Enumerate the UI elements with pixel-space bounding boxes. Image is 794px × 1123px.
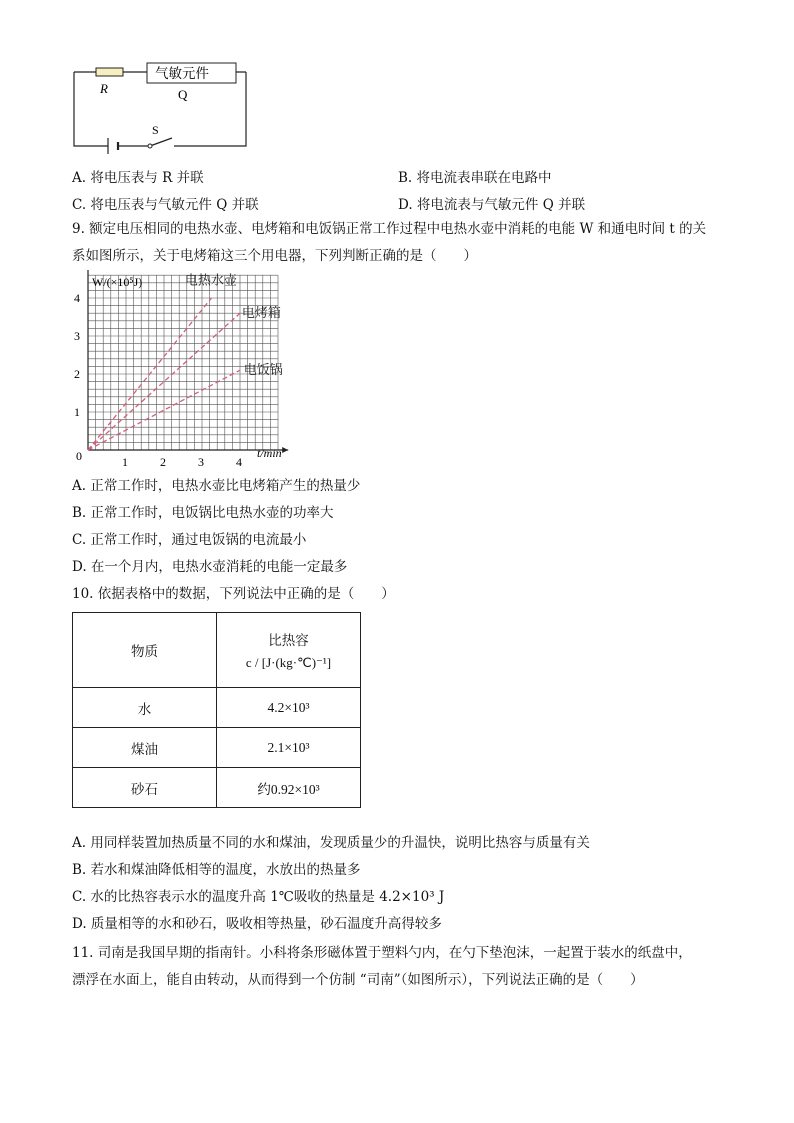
q9-option-c: C. 正常工作时，通过电饭锅的电流最小 xyxy=(72,532,307,548)
q10-option-a: A. 用同样装置加热质量不同的水和煤油，发现质量少的升温快，说明比热容与质量有关 xyxy=(72,835,590,851)
switch-label: S xyxy=(152,123,159,137)
q11-stem-line2: 漂浮在水面上，能自由转动，从而得到一个仿制 “司南”（如图所示），下列说法正确的是（ ） xyxy=(72,972,644,988)
table-row xyxy=(73,688,361,728)
energy-time-chart xyxy=(68,270,298,470)
gas-sensor-label: 气敏元件 xyxy=(155,66,209,82)
table-cell-value: 2.1×10³ xyxy=(217,728,361,768)
switch-contact xyxy=(148,144,152,148)
q10-option-d: D. 质量相等的水和砂石，吸收相等热量，砂石温度升高得较多 xyxy=(72,916,442,932)
series-label: 电饭锅 xyxy=(243,363,283,378)
q10-option-c: C. 水的比热容表示水的温度升高 1℃吸收的热量是 4.2×10³ J xyxy=(72,889,445,905)
chart-series xyxy=(88,273,283,450)
y-tick-label: 1 xyxy=(74,405,80,419)
table-header-row xyxy=(73,613,361,688)
table-cell-value: 约0.92×10³ xyxy=(217,768,361,808)
x-tick-label: 3 xyxy=(198,455,204,469)
resistor-label: R xyxy=(100,81,108,96)
chart-y-axis-label: W/(×10⁵J) xyxy=(92,275,143,289)
table-row xyxy=(73,728,361,768)
q9-option-d: D. 在一个月内，电热水壶消耗的电能一定最多 xyxy=(72,559,348,575)
q8-option-a: A. 将电压表与 R 并联 xyxy=(72,170,204,186)
series-label: 电热水壶 xyxy=(184,273,237,289)
table-cell-substance: 煤油 xyxy=(73,728,217,768)
q9-stem-line2: 系如图所示，关于电烤箱这三个用电器，下列判断正确的是（ ） xyxy=(72,248,477,264)
resistor xyxy=(96,68,123,76)
circuit-diagram xyxy=(60,58,260,162)
y-tick-label: 4 xyxy=(74,291,80,305)
chart-origin-label: 0 xyxy=(76,449,82,463)
x-tick-label: 4 xyxy=(236,455,242,469)
x-tick-label: 2 xyxy=(160,455,166,469)
series-label: 电烤箱 xyxy=(241,306,281,321)
chart-x-axis-label: t/min xyxy=(257,446,282,460)
q11-stem-line1: 11. 司南是我国早期的指南针。小科将条形磁体置于塑料勺内，在勺下垫泡沫，一起置于装水的纸盘中， xyxy=(72,945,692,961)
table-header-specific-heat-unit: c / [J·(kg·℃)⁻¹] xyxy=(245,655,332,670)
specific-heat-table xyxy=(72,612,361,808)
table-cell-substance: 砂石 xyxy=(73,768,217,808)
q9-option-a: A. 正常工作时，电热水壶比电烤箱产生的热量少 xyxy=(72,478,361,494)
q10-option-b: B. 若水和煤油降低相等的温度，水放出的热量多 xyxy=(72,862,361,878)
table-header-specific-heat-title: 比热容 xyxy=(268,633,309,649)
x-axis-arrow xyxy=(282,447,288,453)
x-tick-label: 1 xyxy=(122,455,128,469)
q9-stem-line1: 9. 额定电压相同的电热水壶、电烤箱和电饭锅正常工作过程中电热水壶中消耗的电能 W 和通电时间 t 的关 xyxy=(72,221,707,237)
switch-blade xyxy=(150,138,172,146)
component-q-label: Q xyxy=(178,87,188,102)
table-row xyxy=(73,768,361,808)
q8-option-d: D. 将电流表与气敏元件 Q 并联 xyxy=(398,197,586,213)
q8-option-b: B. 将电流表串联在电路中 xyxy=(398,170,552,186)
table-header-substance: 物质 xyxy=(73,613,217,688)
q8-option-c: C. 将电压表与气敏元件 Q 并联 xyxy=(72,197,259,213)
table-cell-substance: 水 xyxy=(73,688,217,728)
y-tick-label: 3 xyxy=(74,329,80,343)
table-header-specific-heat xyxy=(217,613,361,688)
y-tick-label: 2 xyxy=(74,367,80,381)
q10-stem: 10. 依据表格中的数据，下列说法中正确的是（ ） xyxy=(72,586,395,602)
q9-option-b: B. 正常工作时，电饭锅比电热水壶的功率大 xyxy=(72,505,334,521)
table-cell-value: 4.2×10³ xyxy=(217,688,361,728)
